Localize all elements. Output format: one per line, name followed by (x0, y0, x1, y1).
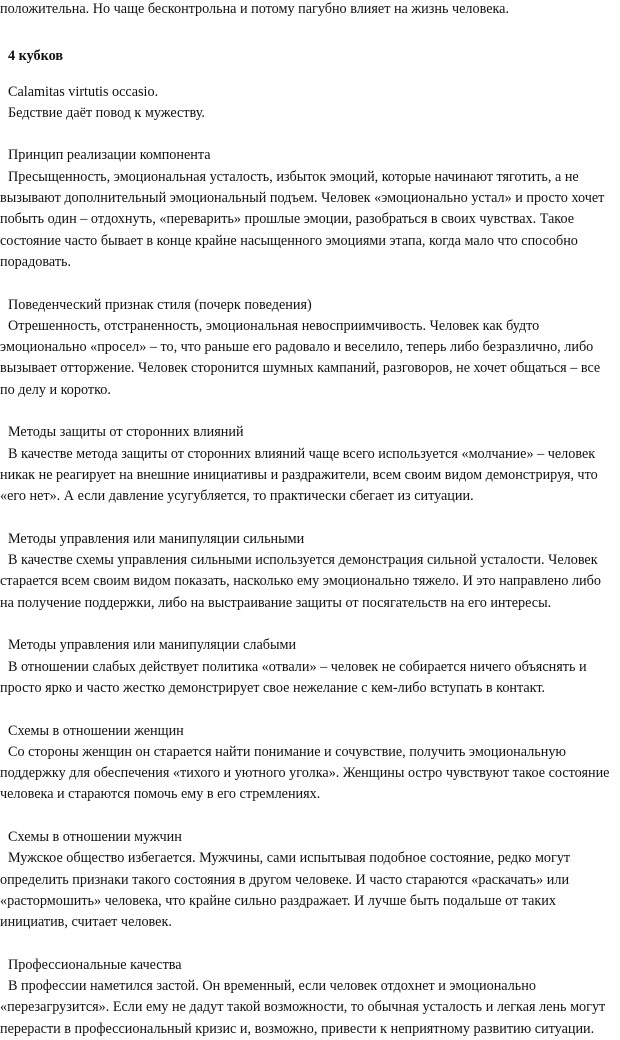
section-title: Методы управления или манипуляции сильными (8, 530, 305, 547)
spacer (0, 273, 620, 294)
section-heading: 4 кубков (8, 48, 64, 65)
section-text: Со стороны женщин он старается найти понимание и сочувствие, получить эмоциональную поддержку для обеспечения «тихого и уютного уголка». Женщины остро чувствуют такое состояние человека и стараются помочь ему в его стремлениях. (0, 743, 610, 803)
spacer (0, 20, 620, 46)
section-text: Мужское общество избегается. Мужчины, сами испытывая подобное состояние, редко могут определить признаки такого состояния в другом человеке. И часто стараются «раскачать» или «растормошить» человека, что крайне сильно раздражает. И лучше быть подальше от таких инициатив, считает человек. (0, 850, 571, 931)
spacer (0, 68, 620, 82)
section-title: Профессиональные качества (8, 956, 182, 973)
spacer (0, 614, 620, 635)
spacer (0, 806, 620, 827)
spacer (0, 401, 620, 422)
section-text: Пресыщенность, эмоциональная усталость, избыток эмоций, которые начинают тяготить, а не вызывают дополнительный эмоциональный подъем. Человек «эмоционально устал» и просто хочет побыть один – отдохнуть, «переварить» прошлые эмоции, разобраться в своих чувствах. Такое состояние часто бывает в конце крайне насыщенного эмоциями этапа, когда мало что способно порадовать. (0, 168, 605, 270)
section-text: В качестве метода защиты от сторонних влияний чаще всего используется «молчание» – человек никак не реагирует на внешние инициативы и раздражители, всем своим видом демонстрируя, что «его нет». А если давление усугубляется, то практически сбегает из ситуации. (0, 445, 598, 505)
section-text: В отношении слабых действует политика «отвали» – человек не собирается ничего объяснять и просто ярко и часто жестко демонстрирует свое нежелание с кем-либо вступать в контакт. (0, 658, 587, 696)
spacer (0, 124, 620, 145)
lead-line: положительна. Но чаще бесконтрольна и потому пагубно влияет на жизнь человека. (0, 1, 510, 17)
section-title: Методы управления или манипуляции слабыми (8, 637, 297, 654)
section-title: Поведенческий признак стиля (почерк поведения) (8, 296, 312, 313)
motto-translation: Бедствие даёт повод к мужеству. (8, 104, 205, 121)
section-title: Схемы в отношении женщин (8, 722, 184, 739)
section-text: Отрешенность, отстраненность, эмоциональная невосприимчивость. Человек как будто эмоционально «просел» – то, что раньше его радовало и веселило, теперь либо безразлично, либо вызывает отторжение. Человек сторонится шумных кампаний, разговоров, не хочет общаться – все по делу и коротко. (0, 317, 601, 398)
section-title: Методы защиты от сторонних влияний (8, 424, 244, 441)
section-title: Принцип реализации компонента (8, 147, 211, 164)
section-text: В качестве схемы управления сильными используется демонстрация сильной усталости. Человек старается всем своим видом показать, насколько ему эмоционально тяжело. И это направлено либо на получение поддержки, либо на выстраивание защиты от посягательств на его интересы. (0, 552, 601, 611)
spacer (0, 933, 620, 954)
motto-latin: Calamitas virtutis occasio. (8, 83, 159, 100)
section-text: В профессии наметился застой. Он временный, если человек отдохнет и эмоционально «перезагрузится». Если ему не дадут такой возможности, то обычная усталость и легкая лень могут перерасти в профессиональный кризис и, возможно, привести к неприятному развитию ситуации. (0, 978, 606, 1037)
section-title: Схемы в отношении мужчин (8, 828, 182, 845)
spacer (0, 508, 620, 529)
spacer (0, 699, 620, 720)
